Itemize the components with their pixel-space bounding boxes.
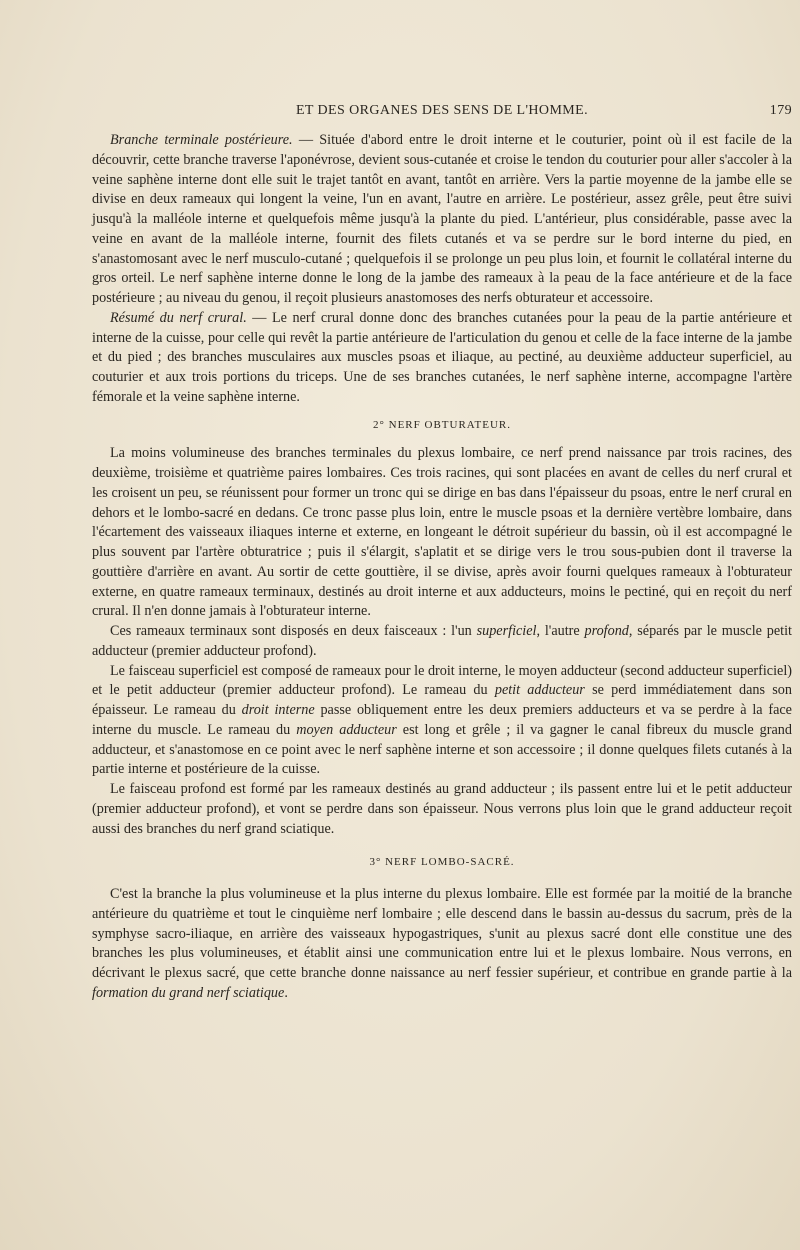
text-run: , séparés par le muscle petit adducteur (premier adducteur profond). — [92, 623, 792, 659]
paragraph-text: Le nerf crural donne donc des branches cutanées pour la peau de la partie antérieure et interne de la cuisse, pour celle qui revêt la partie antérieure de l'articulation du genou et celle de la face interne de la jambe et du pied ; des branches musculaires aux muscles psoas et iliaque, au pectiné, au deuxième adducteur superficiel, au couturier et aux trois portions du triceps. Une de ses branches cutanées, le nerf saphène interne, accompagne l'artère fémorale et la veine saphène interne. — [92, 309, 793, 405]
paragraph-faisceau-profond: Le faisceau profond est formé par les rameaux destinés au grand adducteur ; ils passent entre lui et le petit adducteur (premier adducteur profond), et vont se perdre dans son épaisseur. Nous verrons plus loin que le grand adducteur reçoit aussi des branches du nerf grand sciatique. — [92, 781, 792, 837]
text-run: . — [284, 984, 288, 1001]
text-body — [92, 131, 792, 1004]
text-run: passe obliquement entre les deux premiers adducteurs et va se perdre à la face interne du muscle. Le rameau du — [92, 702, 792, 738]
text-run: Ces rameaux terminaux sont disposés en deux faisceaux : l'un — [110, 623, 477, 639]
italic-term: profond — [584, 623, 629, 639]
running-title: ET DES ORGANES DES SENS DE L'HOMME. — [295, 103, 588, 118]
section-title-nerf-lombo-sacre: 3° NERF LOMBO-SACRÉ. — [369, 856, 515, 869]
italic-term: droit interne — [241, 702, 315, 718]
paragraph-obturateur-origine: La moins volumineuse des branches terminales du plexus lombaire, ce nerf prend naissance par trois racines, des deuxième, troisième et quatrième paires lombaires. Ces trois racines, qui sont placées en avant de celles du nerf crural et les croisent un peu, se réunissent pour former un tronc qui se dirige en bas dans l'épaisseur du psoas, entre le nerf crural en dehors et le lombo-sacré en dedans. Ce tronc passe plus loin, entre le muscle psoas et la dernière vertèbre lombaire, dans l'écartement des vaisseaux iliaques interne et externe, en longeant le détroit supérieur du bassin, où il est accompagné le plus souvent par l'artère obturatrice ; puis il s'élargit, s'aplatit et se dirige vers le trou sous-pubien dont il traverse la gouttière d'arrière en avant. Au sortir de cette gouttière, il se divise, après avoir fourni quelques rameaux à l'obturateur externe, en quatre rameaux terminaux, destinés au droit interne et aux adducteurs, moins le pectiné, qui en reçoit du nerf crural. Il n'en donne jamais à l'obturateur interne. — [92, 445, 792, 620]
page-number: 179 — [769, 103, 792, 118]
lead-dash: — — [246, 309, 272, 326]
paragraph-rameaux-terminaux — [92, 622, 792, 662]
paragraph-lombo-sacre — [92, 885, 792, 1004]
paragraph-lead: Branche terminale postérieure. — [110, 132, 293, 148]
italic-term: moyen adducteur — [296, 721, 397, 738]
italic-term: superficiel — [476, 623, 537, 639]
italic-term: petit adducteur — [494, 682, 585, 699]
text-run: , l'autre — [536, 623, 585, 639]
text-run: Le faisceau superficiel est composé de rameaux pour le droit interne, le moyen adducteur (second adducteur superficiel) et le petit adducteur (premier adducteur profond). Le rameau du — [92, 662, 792, 699]
paragraph-faisceau-superficiel — [92, 662, 792, 781]
section-title-nerf-obturateur: 2° NERF OBTURATEUR. — [373, 418, 511, 431]
text-run: se perd immédiatement dans son épaisseur. Le rameau du — [92, 682, 792, 718]
text-run: C'est la branche la plus volumineuse et la plus interne du plexus lombaire. Elle est formée par la moitié de la branche antérieure du quatrième et tout le cinquième nerf lombaire ; elle descend dans le bassin au-dessus du sacrum, près de la symphyse sacro-iliaque, en arrière des vaisseaux hypogastriques, s'unit au plexus sacré dont elle constitue une des branches les plus volumineuses, et établit ainsi une communication entre lui et le plexus lombaire. Nous verrons, en décrivant le plexus sacré, que cette branche donne naissance au nerf fessier supérieur, et contribue en grande partie à la — [92, 886, 792, 981]
running-header — [92, 103, 792, 123]
paragraph-branche-posterieure — [92, 131, 792, 309]
paragraph-lead: Résumé du nerf crural. — [110, 309, 247, 326]
text-run: est long et grêle ; il va gagner le canal fibreux du muscle grand adducteur, et s'anastomose en ce point avec le nerf saphène interne et son accessoire ; il donne quelques filets cutanés à la partie interne et postérieure de la cuisse. — [92, 721, 792, 778]
lead-dash: — — [292, 132, 320, 148]
paragraph-text: Située d'abord entre le droit interne et le couturier, point où il est facile de la découvrir, cette branche traverse l'aponévrose, devient sous-cutanée et croise le tendon du couturier pour aller s'accoler à la veine saphène interne dont elle suit le trajet tantôt en avant, tantôt en arrière. Vers la partie moyenne de la jambe elle se divise en deux rameaux qui longent la veine, l'un en avant, l'autre en arrière. Le postérieur, assez grêle, peut être suivi jusqu'à la malléole interne et quelquefois même jusqu'à la plante du pied. L'antérieur, plus considérable, passe avec la veine en avant de la malléole interne, fournit des filets cutanés et va se perdre sur le bord interne du pied, en s'anastomosant avec le nerf musculo-cutané ; quelquefois il se prolonge un peu plus loin, et fournit le collatéral interne du gros orteil. Le nerf saphène interne donne le long de la jambe des rameaux à la peau de la face antérieure et de la face postérieure ; au niveau du genou, il reçoit plusieurs anastomoses des nerfs obturateur et accessoire. — [92, 132, 792, 306]
italic-term: formation du grand nerf sciatique — [92, 984, 285, 1001]
paragraph-resume-crural — [92, 309, 792, 408]
